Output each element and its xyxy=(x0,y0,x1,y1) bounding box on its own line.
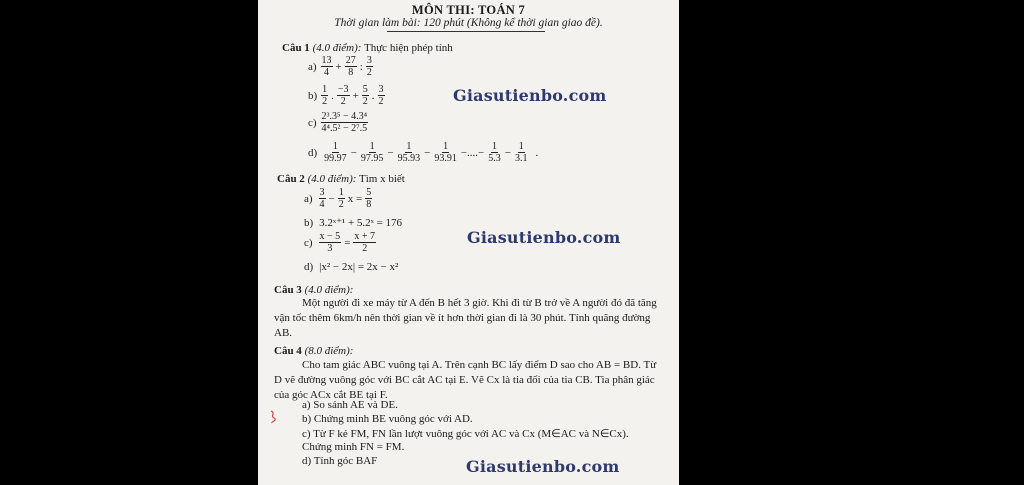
q2-c-label: c) xyxy=(304,236,313,249)
q4-part-a: a) So sánh AE và DE. xyxy=(302,399,398,411)
fraction: $\frac{1}{95.93}$ xyxy=(397,141,421,164)
q2-points: (4.0 điểm): xyxy=(307,173,357,185)
fraction: $\frac{-3}{2}$ xyxy=(337,84,349,107)
q1-a-label: a) xyxy=(308,60,317,73)
question-2-heading xyxy=(277,173,405,185)
q2-part-d xyxy=(304,261,398,273)
fraction: $\frac{13}{4}$ xyxy=(321,55,332,78)
q4-part-c-continued: Chứng minh FN = FM. xyxy=(302,441,405,453)
exam-paper xyxy=(258,0,679,485)
subtitle-underline xyxy=(387,31,545,32)
question-1-heading xyxy=(282,42,453,54)
watermark-3: Giasutienbo.com xyxy=(466,457,620,476)
q1-d-label: d) xyxy=(308,146,318,159)
q2-a-label: a) xyxy=(304,192,313,205)
fraction: $\frac{3}{2}$ xyxy=(366,55,372,78)
fraction: $\frac{5}{8}$ xyxy=(366,187,372,210)
q1-points: (4.0 điểm): xyxy=(312,42,362,54)
q3-body: Một người đi xe máy từ A đến B hết 3 giờ. Khi đi từ B trở về A người đó đã tăng vận tốc thêm 6km/h nên thời gian về ít hơn thời gian đi là 30 phút. Tính quãng đường AB. xyxy=(274,297,657,339)
q3-points: (4.0 điểm): xyxy=(304,284,354,296)
q1-part-b: b) $\frac{1}{2}$ . $\frac{-3}{2}$ + $\frac{5}{2}$ . $\frac{3}{2}$ xyxy=(308,84,384,107)
watermark-1: Giasutienbo.com xyxy=(453,86,607,105)
fraction: $\frac{1}{2}$ xyxy=(338,187,344,210)
q3-label: Câu 3 xyxy=(274,284,302,296)
q2-part-a: a) $\frac{3}{4}$ − $\frac{1}{2}$ x = $\frac{5}{8}$ xyxy=(304,187,372,210)
fraction: $\frac{1}{5.3}$ xyxy=(488,141,501,164)
q2-part-c: c) $\frac{x - 5}{3}$ = $\frac{x + 7}{2}$ xyxy=(304,231,376,254)
fraction: $\frac{3}{2}$ xyxy=(378,84,384,107)
pen-mark-icon xyxy=(268,410,280,424)
fraction: $\frac{27}{8}$ xyxy=(345,55,356,78)
q1-text: Thực hiện phép tính xyxy=(364,42,453,54)
fraction: $\frac{1}{3.1}$ xyxy=(514,141,528,164)
question-3-heading xyxy=(274,284,353,296)
fraction: $\frac{3}{4}$ xyxy=(319,187,325,210)
exam-subtitle: Thời gian làm bài: 120 phút (Không kể thời gian giao đề). xyxy=(334,17,603,29)
q4-points: (8.0 điểm): xyxy=(304,345,354,357)
q2-d-label: d) xyxy=(304,261,314,273)
q1-b-label: b) xyxy=(308,89,318,102)
question-4-heading xyxy=(274,345,353,357)
q4-part-b: b) Chứng minh BE vuông góc với AD. xyxy=(302,413,473,425)
q1-part-c xyxy=(308,111,369,134)
fraction: $\frac{x + 7}{2}$ xyxy=(354,231,376,254)
q1-part-d: d) $\frac{1}{99.97}$ − $\frac{1}{97.95}$ − $\frac{1}{95.93}$ − $\frac{1}{93.91}$ −....− $\frac{1}{5.3}$ − $\frac{1}{3.1}$ . xyxy=(308,141,539,164)
fraction: $\frac{1}{93.91}$ xyxy=(434,141,457,164)
fraction: $\frac{\text{2³.3⁵ − 4.3⁴}}{\text{4⁴.5² − 2⁷.5}}$ xyxy=(321,111,368,134)
q4-part-c: c) Từ F kẻ FM, FN lần lượt vuông góc với AC và Cx (M∈AC và N∈Cx). xyxy=(302,428,629,440)
q1-part-a: a) $\frac{13}{4}$ + $\frac{27}{8}$ : $\frac{3}{2}$ xyxy=(308,55,372,78)
q4-body: Cho tam giác ABC vuông tại A. Trên cạnh BC lấy điểm D sao cho AB = BD. Từ D vẽ đường vuông góc với BC cắt AC tại E. Vẽ Cx là tia đối của tia CB. Tia phân giác của góc ACx cắt BE tại F. xyxy=(274,359,657,401)
q2-part-b xyxy=(304,216,402,229)
fraction: $\frac{1}{99.97}$ xyxy=(324,141,347,164)
fraction: $\frac{x - 5}{3}$ xyxy=(319,231,341,254)
fraction: $\frac{1}{2}$ xyxy=(322,84,328,107)
q2-d-expression: |x² − 2x| = 2x − x² xyxy=(319,261,399,273)
q4-label: Câu 4 xyxy=(274,345,302,357)
q2-label: Câu 2 xyxy=(277,173,305,185)
q1-c-label: c) xyxy=(308,116,317,129)
fraction: $\frac{5}{2}$ xyxy=(362,84,368,107)
q2-text: Tìm x biết xyxy=(359,173,405,185)
fraction: $\frac{1}{97.95}$ xyxy=(360,141,384,164)
q2-b-label: b) xyxy=(304,216,314,229)
q4-part-d: d) Tính góc BAF xyxy=(302,455,378,467)
watermark-2: Giasutienbo.com xyxy=(467,228,621,247)
q1-label: Câu 1 xyxy=(282,42,310,54)
q2-b-expression: 3.2ˣ⁺¹ + 5.2ˣ = 176 xyxy=(319,217,403,229)
exam-title: MÔN THI: TOÁN 7 xyxy=(411,3,526,17)
